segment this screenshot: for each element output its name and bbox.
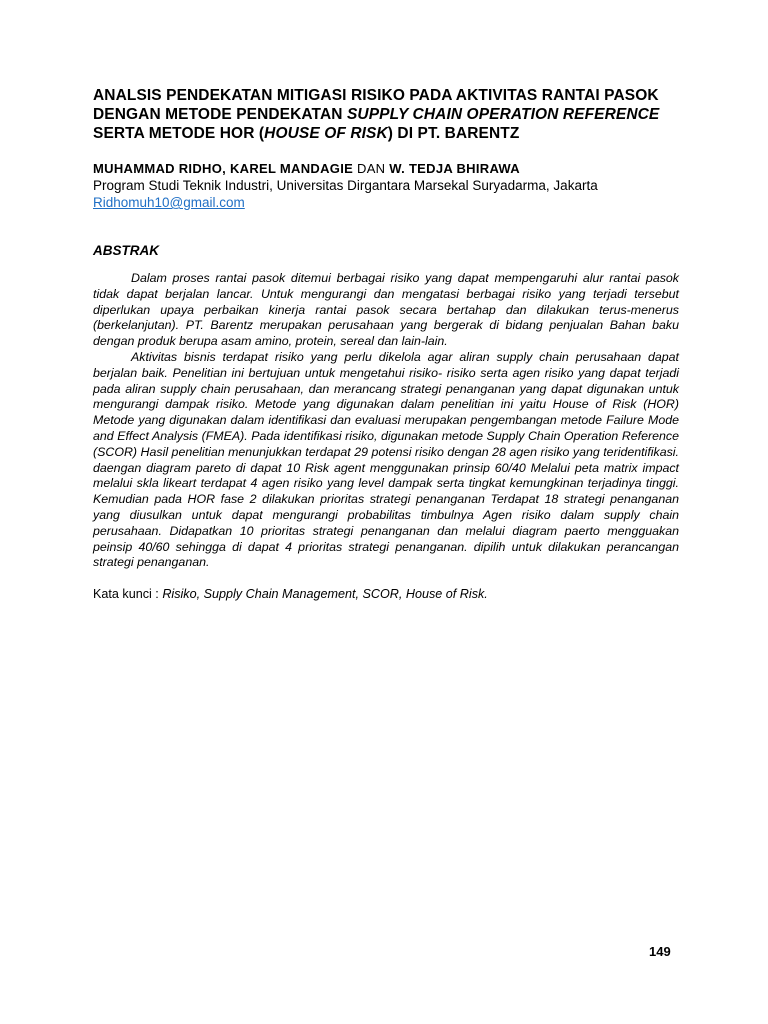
- author-list: [93, 160, 679, 177]
- page-number: 149: [649, 944, 671, 959]
- keywords: [93, 586, 679, 602]
- author-conjunction: DAN: [353, 161, 390, 176]
- abstract-paragraph-1: Dalam proses rantai pasok ditemui berbagai risiko yang dapat mempengaruhi alur rantai pasok tidak dapat berjalan lancar. Untuk mengurangi dan mengatasi berbagai risiko yang terjadi tersebut diperlukan upaya perbaikan kinerja rantai pasok secara bertahap dan dilakukan terus-menerus (berkelanjutan). PT. Barentz merupakan perusahaan yang bergerak di bidang penjualan Bahan baku dengan produk berupa asam amino, protein, sereal dan lain-lain.: [93, 271, 679, 349]
- abstract-paragraph-2: Aktivitas bisnis terdapat risiko yang perlu dikelola agar aliran supply chain perusahaan dapat berjalan baik. Penelitian ini bertujuan untuk mengetahui risiko- risiko serta agen risiko yang dapat terjadi pada aliran supply chain perusahaan, dan merancang strategi penanganan yang dapat digunakan untuk mengurangi dampak risiko. Metode yang digunakan dalam penelitian ini yaitu House of Risk (HOR) Metode yang digunakan dalam identifikasi dan evaluasi merupakan pengembangan metode Failure Mode and Effect Analysis (FMEA). Pada identifikasi risiko, digunakan metode Supply Chain Operation Reference (SCOR) Hasil penelitian menunjukkan terdapat 29 potensi risiko dengan 28 agen risiko yang teridentifikasi. daengan diagram pareto di dapat 10 Risk agent menggunakan prinsip 60/40 Melalui peta matrix impact melalui skla likeart terdapat 4 agen risiko yang level dampak serta tingkat kemungkinan terjadinya tinggi. Kemudian pada HOR fase 2 dilakukan prioritas strategi penanganan Terdapat 18 strategi penanganan yang diusulkan untuk dapat mengurangi probabilitas timbulnya Agen risiko dalam supply chain perusahaan. Didapatkan 10 prioritas strategi penanganan dan melalui diagram paerto mengguakan peinsip 40/60 sehingga di dapat 4 prioritas strategi penanganan. dipilih untuk dilakukan perancangan strategi penanganan.: [93, 349, 679, 570]
- abstract-heading: ABSTRAK: [93, 243, 159, 258]
- abstract-body: [93, 271, 679, 571]
- author-names-b: W. TEDJA BHIRAWA: [389, 161, 520, 176]
- title-part-2: SUPPLY CHAIN OPERATION REFERENCE: [346, 106, 660, 123]
- keywords-separator: :: [151, 587, 163, 602]
- author-email-link[interactable]: Ridhomuh10@gmail.com: [93, 195, 245, 210]
- title-part-3: SERTA METODE HOR (: [93, 125, 265, 142]
- title-part-1: ANALSIS PENDEKATAN MITIGASI RISIKO PADA AKTIVITAS RANTAI PASOK DENGAN METODE PENDEKATAN: [93, 87, 659, 123]
- keywords-label: Kata kunci: [93, 587, 152, 602]
- affiliation: Program Studi Teknik Industri, Universitas Dirgantara Marsekal Suryadarma, Jakarta: [93, 178, 598, 193]
- title-part-4: HOUSE OF RISK: [264, 125, 388, 142]
- title-part-5: ) DI PT. BARENTZ: [387, 125, 520, 142]
- keywords-values: Risiko, Supply Chain Management, SCOR, House of Risk.: [162, 587, 488, 602]
- paper-page: [93, 86, 679, 602]
- author-names-a: MUHAMMAD RIDHO, KAREL MANDAGIE: [93, 161, 354, 176]
- paper-title: [93, 86, 679, 143]
